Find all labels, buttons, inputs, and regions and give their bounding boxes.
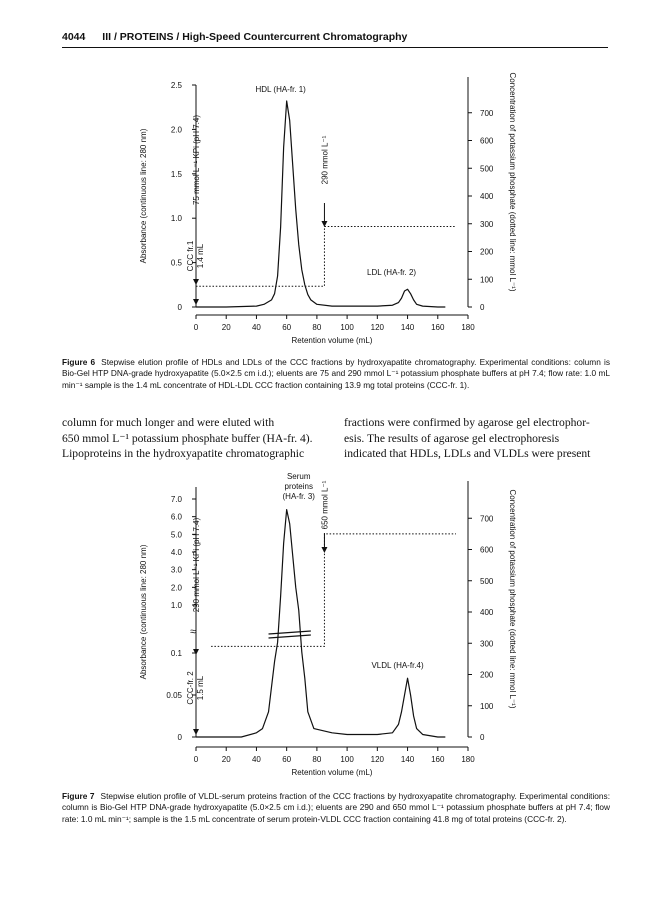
- x-tick-label: 120: [370, 755, 385, 764]
- figure-7-chart: [0, 465, 668, 800]
- left-line-1: column for much longer and were eluted with: [62, 416, 275, 429]
- x-tick-label: 60: [282, 755, 292, 764]
- y-right-tick-label: 500: [480, 576, 494, 586]
- injection-arrow-head: [321, 547, 327, 553]
- y-right-tick-label: 100: [480, 275, 494, 285]
- x-axis-label: Retention volume (mL): [291, 336, 373, 345]
- y-right-tick-label: 600: [480, 545, 494, 555]
- y-left-tick-label: 2.0: [170, 583, 182, 593]
- y-right-tick-label: 300: [480, 219, 494, 229]
- y-left-tick-label: 1.0: [170, 601, 182, 610]
- axis-break-mark: ≈: [190, 626, 197, 638]
- x-tick-label: 80: [312, 755, 322, 764]
- injection-arrow-head: [193, 299, 199, 305]
- right-line-2: esis. The results of agarose gel electrophoresis: [344, 431, 560, 445]
- y-left-tick-label: 1.0: [170, 214, 182, 224]
- x-tick-label: 40: [251, 323, 261, 332]
- y-left-axis-label: Absorbance (continuous line: 280 nm): [139, 544, 148, 680]
- x-tick-label: 160: [431, 323, 445, 332]
- y-right-tick-label: 700: [480, 514, 494, 524]
- figure-7-label: Figure 7: [62, 791, 95, 801]
- x-tick-label: 180: [461, 755, 475, 764]
- y-right-tick-label: 400: [480, 192, 494, 201]
- figure-7-caption: [62, 791, 610, 825]
- y-left-tick-label: 0.5: [170, 258, 182, 268]
- y-left-tick-label: 5.0: [170, 530, 182, 540]
- running-title: III / PROTEINS / High-Speed Countercurrent Chromatography: [102, 31, 408, 43]
- y-right-tick-label: 400: [480, 608, 494, 617]
- right-line-3: indicated that HDLs, LDLs and VLDLs were present: [344, 447, 591, 460]
- y-left-tick-label: 1.5: [170, 169, 182, 179]
- y-right-axis-label: Concentration of potassium phosphate (dotted line: mmol L⁻¹): [508, 72, 517, 292]
- x-tick-label: 120: [370, 323, 385, 332]
- phosphate-dotted-line: [196, 227, 456, 287]
- absorbance-line: [196, 510, 445, 737]
- y-left-tick-label: 4.0: [170, 548, 182, 557]
- y-left-tick-label: 2.0: [170, 125, 182, 135]
- ldl-peak-label: LDL (HA-fr. 2): [367, 268, 417, 277]
- sample-fraction-label: CCC fr.1: [186, 240, 195, 272]
- figure-7-caption-text: Stepwise elution profile of VLDL-serum proteins fraction of the CCC fractions by hydroxyapatite chromatography. Experimental conditions: column is Bio-Gel HTP DNA-grade hydroxyapatite (5.0×2.5 cm i.d.); eluents are 290 and 650 mmol L⁻¹ potassium phosphate buffers at pH 7.4; flow rate: 1.0 mL min⁻¹; sample is the 1.5 mL concentrate of serum protein-VLDL CCC fraction containing 41.8 mg of total proteins (CCC-fr. 2).: [62, 791, 610, 824]
- y-left-tick-label: 0: [177, 303, 182, 312]
- figure-6-chart: [0, 55, 668, 405]
- x-tick-label: 0: [193, 755, 199, 764]
- figure-6-caption-text: Stepwise elution profile of HDLs and LDLs of the CCC fractions by hydroxyapatite chromatography. Experimental conditions: column is Bio-Gel HTP DNA-grade hydroxyapatite (5.0×2.5 cm i.d.); eluents are 75 and 290 mmol L⁻¹ potassium phosphate buffers at pH 7.4; flow rate: 1.0 mL min⁻¹ sample is the 1.4 mL concentrate of HDL-LDL CCC fraction containing 13.9 mg total proteins (CCC-fr. 1).: [62, 357, 610, 390]
- left-line-2: 650 mmol L⁻¹ potassium phosphate buffer (HA-fr. 4).: [62, 431, 313, 445]
- y-right-tick-label: 200: [480, 247, 494, 257]
- x-tick-label: 180: [461, 323, 475, 332]
- y-right-tick-label: 0: [480, 733, 485, 742]
- x-tick-label: 20: [221, 755, 231, 764]
- x-tick-label: 140: [400, 323, 415, 332]
- y-right-tick-label: 600: [480, 136, 494, 146]
- x-tick-label: 20: [221, 323, 231, 332]
- curve-break-mark: [269, 631, 311, 638]
- figure-6-label: Figure 6: [62, 357, 96, 367]
- y-left-axis-label: Absorbance (continuous line: 280 nm): [139, 128, 148, 264]
- y-left-tick-label: 6.0: [170, 512, 182, 522]
- serum-label-1: Serum: [286, 472, 311, 481]
- injection-arrow-head: [193, 729, 199, 735]
- x-tick-label: 100: [340, 323, 354, 332]
- y-left-tick-label: 0.1: [170, 649, 182, 658]
- x-tick-label: 40: [251, 755, 261, 764]
- x-tick-label: 60: [282, 323, 292, 332]
- eluent-1-label: 75 mmol L⁻¹ KPi (pH 7.4): [192, 114, 201, 206]
- y-right-tick-label: 300: [480, 639, 494, 649]
- right-line-1: fractions were confirmed by agarose gel electrophor-: [344, 416, 590, 429]
- x-tick-label: 160: [431, 755, 445, 764]
- right-column: [344, 415, 612, 462]
- header-rule: [62, 47, 608, 48]
- sample-volume-label: 1.4 mL: [196, 243, 205, 269]
- y-right-tick-label: 500: [480, 164, 494, 174]
- y-right-tick-label: 200: [480, 670, 494, 680]
- y-right-axis-label: Concentration of potassium phosphate (dotted line: mmol L⁻¹): [508, 489, 517, 709]
- serum-label-3: (HA-fr. 3): [282, 492, 315, 501]
- y-right-tick-label: 700: [480, 108, 494, 118]
- x-tick-label: 0: [193, 323, 199, 332]
- eluent-2-label: 290 mmol L⁻¹: [320, 135, 330, 185]
- left-column: [62, 415, 330, 462]
- eluent-2-label: 650 mmol L⁻¹: [320, 480, 330, 530]
- x-tick-label: 140: [400, 755, 415, 764]
- y-left-tick-label: 3.0: [170, 565, 182, 575]
- hdl-peak-label: HDL (HA-fr. 1): [255, 85, 306, 94]
- phosphate-dotted-line: [211, 534, 456, 647]
- y-left-tick-label: 0.05: [166, 691, 182, 700]
- page-header: [62, 31, 608, 43]
- page-number: 4044: [62, 31, 86, 43]
- eluent-1-label: 290 mmol L⁻¹ KPi (pH 7.4): [192, 517, 201, 613]
- injection-arrow-head: [193, 649, 199, 655]
- x-axis-label: Retention volume (mL): [291, 768, 373, 777]
- figure-6-caption: [62, 357, 610, 391]
- y-left-tick-label: 2.5: [170, 81, 182, 90]
- sample-fraction-label: CCC-fr. 2: [186, 671, 195, 705]
- injection-arrow-head: [321, 221, 327, 227]
- y-right-tick-label: 100: [480, 701, 494, 711]
- vldl-peak-label: VLDL (HA-fr.4): [371, 661, 424, 670]
- sample-volume-label: 1.5 mL: [196, 675, 205, 701]
- x-tick-label: 100: [340, 755, 354, 764]
- y-left-tick-label: 0: [177, 733, 182, 742]
- left-line-3: Lipoproteins in the hydroxyapatite chromatographic: [62, 447, 305, 460]
- y-right-tick-label: 0: [480, 303, 485, 312]
- serum-label-2: proteins: [284, 482, 313, 491]
- x-tick-label: 80: [312, 323, 322, 332]
- y-left-tick-label: 7.0: [170, 495, 182, 504]
